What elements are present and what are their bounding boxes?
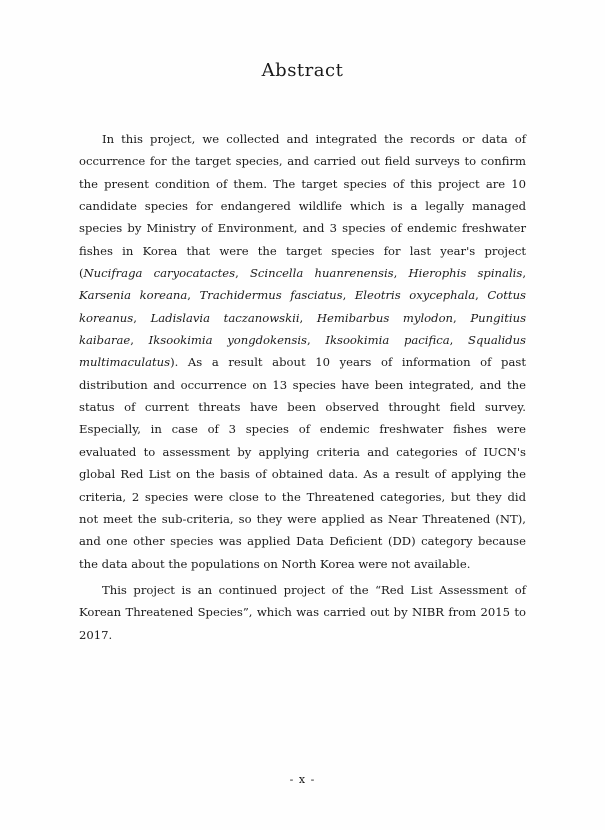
species-separator: , — [475, 288, 488, 303]
species-separator: , — [235, 266, 250, 281]
species-name: Nucifraga caryocatactes — [83, 266, 236, 281]
abstract-paragraph-1 — [79, 128, 526, 575]
paragraph-1-outro: ). As a result about 10 years of information of past distribution and occurrence on 13 species have been integrated, and the status of current threats have been observed throught field survey. Especially, in case of 3 species of endemic freshwater fishes were evaluated to assessment by applying criteria and categories of IUCN's global Red List on the basis of obtained data. As a result of applying the criteria, 2 species were close to the Threatened categories, but they did not meet the sub-criteria, so they were applied as Near Threatened (NT), and one other species was applied Data Deficient (DD) category because the data about the populations on North Korea were not available. — [79, 355, 526, 571]
species-name: Cottus koreanus — [79, 288, 526, 325]
abstract-paragraph-2: This project is an continued project of the “Red List Assessment of Korean Threatened Species”, which was carried out by NIBR from 2015 to 2017. — [79, 582, 526, 642]
species-separator: , — [342, 288, 355, 303]
page-title: Abstract — [261, 60, 344, 81]
species-separator: , — [307, 333, 326, 348]
species-name: Iksookimia pacifica — [325, 333, 450, 348]
paragraph-1-intro: In this project, we collected and integrated the records or data of occurrence for the target species, and carried out field surveys to confirm the present condition of them. The target species of this project are 10 candidate species for endangered wildlife which is a legally managed species by Ministry of Environment, and 3 species of endemic freshwater fishes in Korea that were the target species for last year's project ( — [79, 132, 526, 281]
species-name: Scincella huanrenensis — [249, 266, 394, 281]
species-list — [79, 266, 526, 369]
abstract-body — [79, 128, 526, 646]
species-separator: , — [393, 266, 409, 281]
species-name: Squalidus multimaculatus — [79, 333, 526, 370]
page-number: - x - — [289, 773, 316, 786]
species-separator: , — [133, 310, 151, 325]
species-name: Hemibarbus mylodon — [316, 310, 454, 325]
species-name: Eleotris oxycephala — [354, 288, 476, 303]
species-name: Pungitius kaibarae — [79, 310, 527, 348]
species-separator: , — [299, 310, 317, 325]
species-separator: , — [453, 310, 471, 325]
species-name: Hierophis spinalis — [408, 266, 523, 281]
species-separator: , — [449, 333, 468, 348]
species-separator: , — [187, 288, 200, 303]
species-name: Trachidermus fasciatus — [199, 288, 343, 303]
species-name: Iksookimia yongdokensis — [148, 333, 308, 348]
species-separator: , — [522, 266, 526, 281]
species-separator: , — [130, 333, 149, 348]
species-name: Ladislavia taczanowskii — [150, 310, 300, 325]
species-name: Karsenia koreana — [79, 288, 188, 303]
